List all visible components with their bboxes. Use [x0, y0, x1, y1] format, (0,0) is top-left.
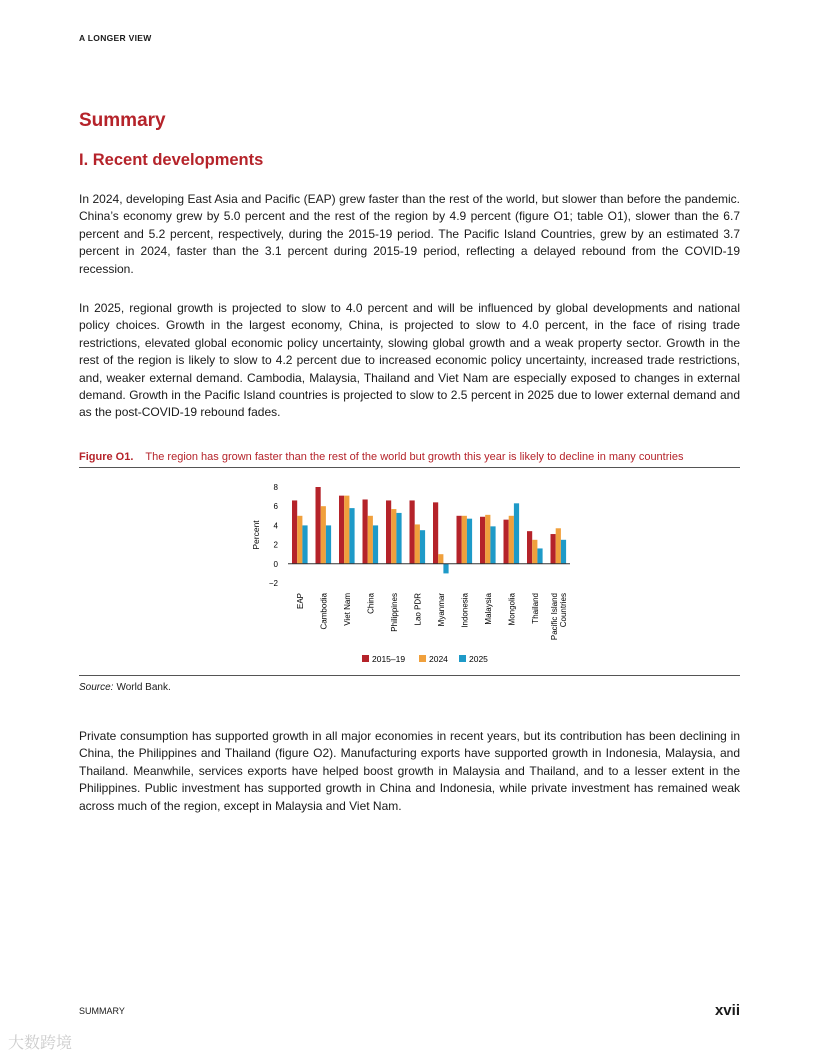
y-tick-label: 4 — [273, 521, 278, 531]
bar-2024 — [556, 528, 561, 564]
bar-2015–19 — [480, 517, 485, 564]
bar-2015–19 — [316, 487, 321, 564]
bar-2024 — [438, 554, 443, 564]
source-note — [79, 682, 171, 693]
bar-2024 — [509, 516, 514, 564]
bar-2025 — [467, 519, 472, 564]
bar-2015–19 — [292, 500, 297, 563]
x-tick-label: Cambodia — [319, 593, 329, 630]
bar-2024 — [462, 516, 467, 564]
legend-swatch — [459, 655, 466, 662]
paragraph-1: In 2024, developing East Asia and Pacific (EAP) grew faster than the rest of the world, but slower than before the pandemic. China’s economy grew by 5.0 percent and the rest of the region by 4.9 percent (figure O1; table O1), slower than the 6.7 percent and 5.2 percent, respectively, during the 2015-19 period. The Pacific Island Countries, grew by an estimated 3.7 percent in 2024, faster than the 3.1 percent during 2015-19 period, reflecting a delayed rebound from the COVID-19 recession. — [79, 192, 740, 276]
bar-2025 — [561, 540, 566, 564]
page-title: Summary — [79, 110, 166, 131]
bar-2024 — [344, 496, 349, 564]
bar-2024 — [368, 516, 373, 564]
bar-2015–19 — [551, 534, 556, 564]
y-tick-label: 8 — [273, 483, 278, 492]
y-tick-label: 2 — [273, 540, 278, 550]
bar-2015–19 — [339, 496, 344, 564]
bar-2025 — [420, 530, 425, 564]
page-number: xvii — [714, 1002, 740, 1019]
bar-2024 — [485, 515, 490, 564]
bar-2025 — [514, 503, 519, 563]
bar-2015–19 — [527, 531, 532, 564]
x-tick-label: Malaysia — [483, 593, 493, 625]
bar-chart — [240, 475, 600, 670]
x-tick-label: Pacific Island — [549, 593, 559, 641]
figure-title: The region has grown faster than the rest of the world but growth this year is likely to decline in many countries — [145, 451, 684, 463]
bar-2024 — [297, 516, 302, 564]
y-tick-label: 0 — [273, 559, 278, 569]
bar-2024 — [415, 524, 420, 563]
legend-label: 2024 — [429, 654, 448, 664]
bar-2024 — [391, 509, 396, 564]
bar-2025 — [443, 564, 448, 574]
y-axis-label: Percent — [251, 520, 261, 550]
bar-2025 — [326, 525, 331, 563]
y-tick-label: 6 — [273, 502, 278, 512]
x-tick-label: Thailand — [530, 593, 540, 624]
x-tick-label: Myanmar — [436, 593, 446, 627]
bar-2025 — [396, 513, 401, 564]
bar-2024 — [321, 506, 326, 564]
section-heading: I. Recent developments — [79, 151, 264, 169]
footer-section: SUMMARY — [79, 1006, 125, 1016]
bar-2015–19 — [363, 499, 368, 563]
x-tick-label: China — [366, 593, 376, 614]
bar-2015–19 — [433, 502, 438, 563]
bar-2015–19 — [504, 520, 509, 564]
figure-label: Figure O1. — [79, 451, 134, 463]
source-text: World Bank. — [116, 682, 171, 693]
bar-2024 — [532, 540, 537, 564]
x-tick-label: Philippines — [389, 593, 399, 632]
source-label: Source: — [79, 682, 114, 693]
paragraph-3: Private consumption has supported growth in all major economies in recent years, but its contribution has been declining in China, the Philippines and Thailand (figure O2). Manufacturing exports have supported growth in Indonesia, Malaysia, and Thailand. Meanwhile, services exports have helped boost growth in Malaysia and Thailand, and to a lesser extent in the Philippines. Public investment has supported growth in China and Indonesia, while private investment has remained weak across much of the region, except in Malaysia and Viet Nam. — [79, 729, 740, 813]
legend-swatch — [419, 655, 426, 662]
bar-2025 — [349, 508, 354, 564]
bar-2015–19 — [457, 516, 462, 564]
bar-2015–19 — [410, 500, 415, 563]
divider — [79, 675, 740, 676]
watermark: 大数跨境 — [8, 1035, 73, 1052]
figure-caption — [79, 451, 740, 468]
legend-label: 2015–19 — [372, 654, 406, 664]
bar-2025 — [373, 525, 378, 563]
x-tick-label: EAP — [295, 593, 305, 610]
legend-swatch — [362, 655, 369, 662]
paragraph-2: In 2025, regional growth is projected to slow to 4.0 percent and will be influenced by global developments and national policy choices. Growth in the largest economy, China, is projected to slow to 4.0 percent, in the face of rising trade restrictions, elevated global economic policy uncertainty, slowing global growth and a weak property sector. Growth in the rest of the region is likely to slow to 4.2 percent due to increased economic policy uncertainty, increased trade restrictions, and, weaker external demand. Cambodia, Malaysia, Thailand and Viet Nam are especially exposed to changes in external demand. Growth in the Pacific Island countries is projected to slow to 2.5 percent in 2025 due to lower external demand and as the post-COVID-19 rebound fades. — [79, 301, 740, 420]
running-header: A LONGER VIEW — [79, 33, 152, 43]
x-tick-label: Viet Nam — [342, 593, 352, 626]
bar-2025 — [302, 525, 307, 563]
x-tick-label: Countries — [558, 593, 568, 628]
x-tick-label: Lao PDR — [413, 593, 423, 626]
bar-2015–19 — [386, 500, 391, 563]
bar-2025 — [490, 526, 495, 563]
y-tick-label: −2 — [268, 579, 278, 588]
x-tick-label: Mongolia — [507, 593, 517, 626]
legend-label: 2025 — [469, 654, 488, 664]
bar-2025 — [537, 548, 542, 563]
x-tick-label: Indonesia — [460, 593, 470, 628]
